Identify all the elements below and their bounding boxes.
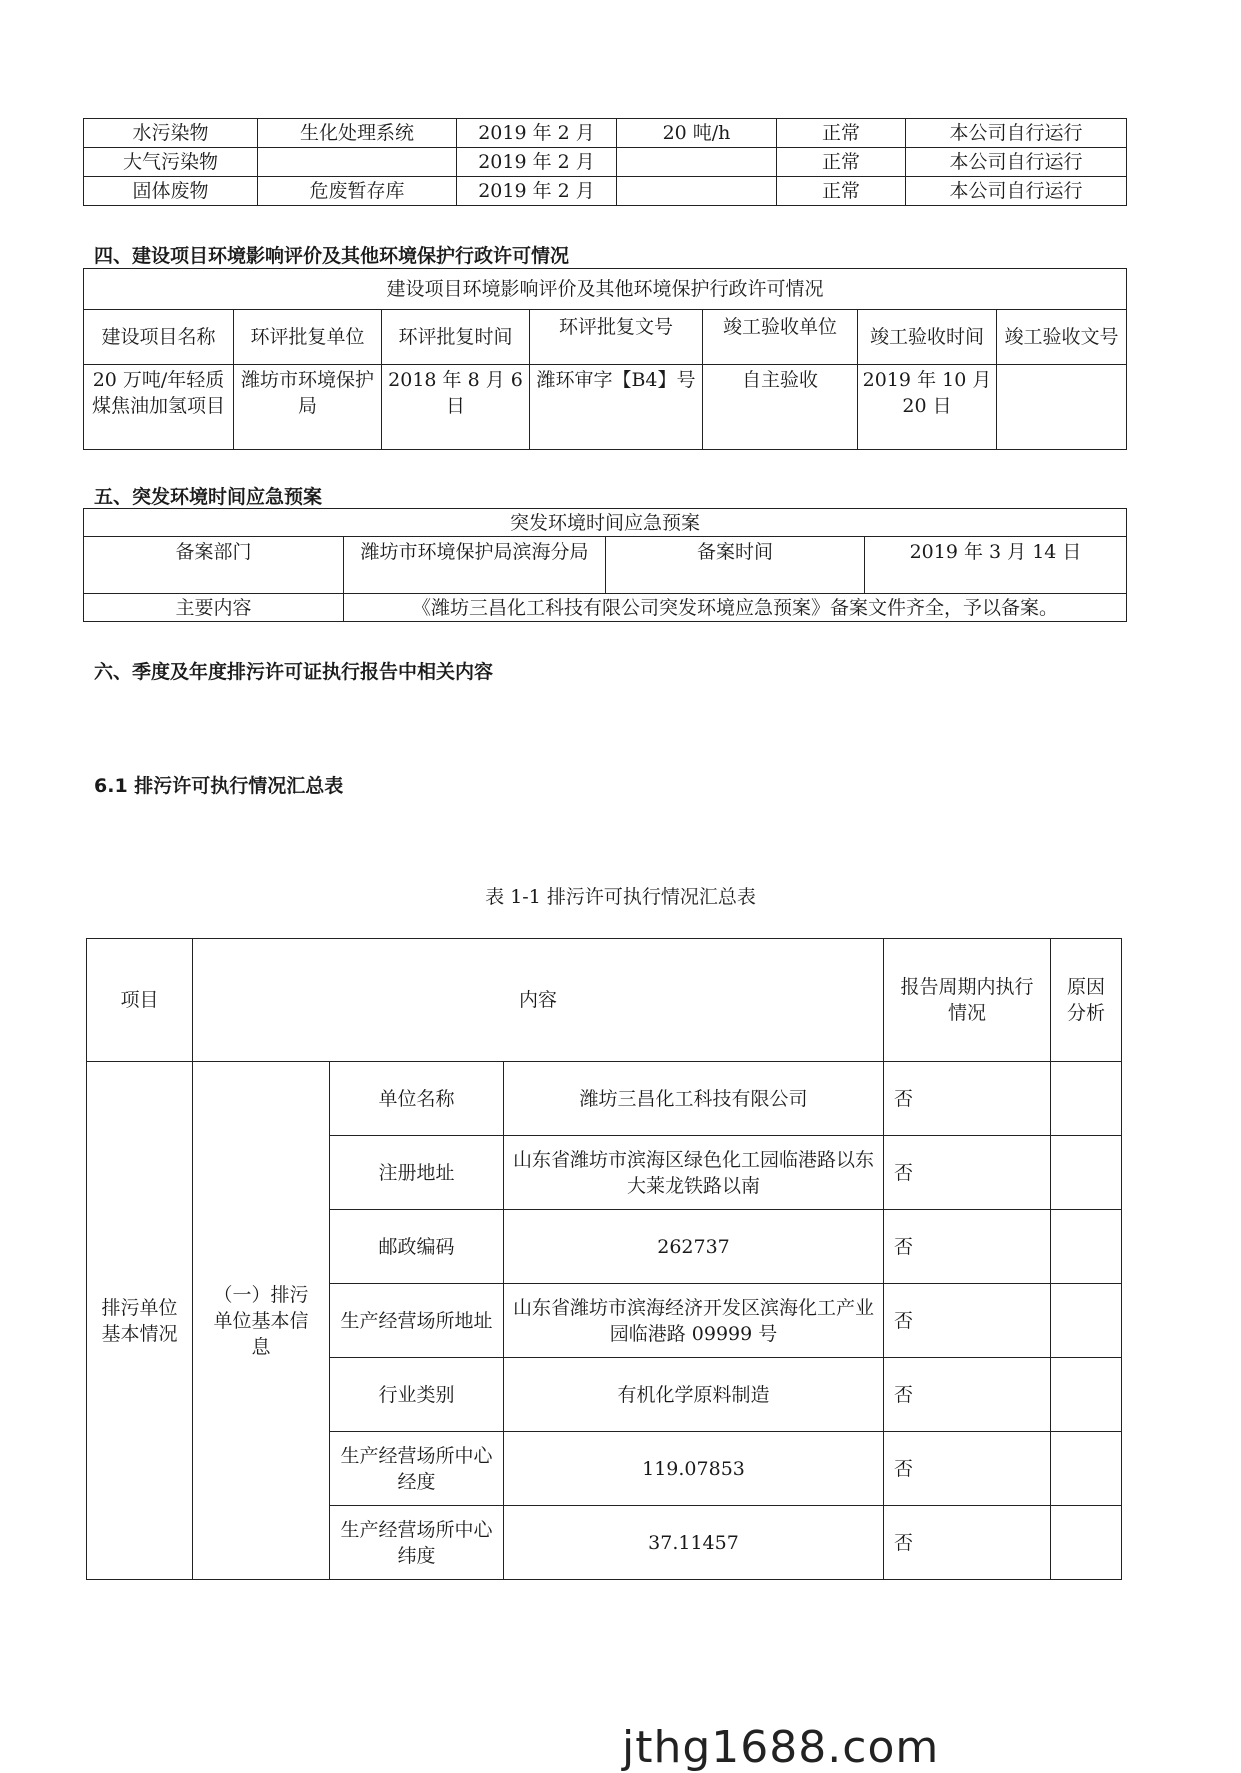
column-header: 环评批复时间 bbox=[382, 310, 530, 365]
reason-cell bbox=[1051, 1432, 1122, 1506]
status-value: 否 bbox=[884, 1136, 1051, 1210]
table-cell: 潍环审字【B4】号 bbox=[530, 365, 703, 450]
reason-cell bbox=[1051, 1210, 1122, 1284]
table-cell: 2019 年 10 月 20 日 bbox=[858, 365, 997, 450]
table-cell: 危废暂存库 bbox=[258, 177, 457, 206]
header-status: 报告周期内执行情况 bbox=[884, 939, 1051, 1062]
status-value: 否 bbox=[884, 1284, 1051, 1358]
column-header: 竣工验收文号 bbox=[997, 310, 1127, 365]
filing-dept-label: 备案部门 bbox=[84, 537, 344, 594]
table-cell bbox=[258, 148, 457, 177]
table-row bbox=[84, 594, 1127, 622]
table-row bbox=[87, 1062, 1122, 1136]
header-reason: 原因分析 bbox=[1051, 939, 1122, 1062]
column-header: 竣工验收单位 bbox=[703, 310, 858, 365]
table-cell bbox=[617, 177, 777, 206]
table-cell: 正常 bbox=[777, 177, 906, 206]
table-row bbox=[84, 177, 1127, 206]
pollution-facility-table bbox=[83, 118, 1127, 206]
column-header: 竣工验收时间 bbox=[858, 310, 997, 365]
field-value: 山东省潍坊市滨海经济开发区滨海化工产业园临港路 09999 号 bbox=[504, 1284, 884, 1358]
field-label: 邮政编码 bbox=[330, 1210, 504, 1284]
permit-summary-table bbox=[86, 938, 1122, 1580]
table-row bbox=[84, 537, 1127, 594]
table-cell: 正常 bbox=[777, 148, 906, 177]
field-label: 单位名称 bbox=[330, 1062, 504, 1136]
table-cell: 本公司自行运行 bbox=[906, 177, 1127, 206]
filing-time-value: 2019 年 3 月 14 日 bbox=[865, 537, 1127, 594]
table-cell: 2019 年 2 月 bbox=[457, 119, 617, 148]
field-label: 行业类别 bbox=[330, 1358, 504, 1432]
status-value: 否 bbox=[884, 1506, 1051, 1580]
table-cell: 生化处理系统 bbox=[258, 119, 457, 148]
section6-heading: 六、季度及年度排污许可证执行报告中相关内容 bbox=[94, 661, 494, 683]
reason-cell bbox=[1051, 1358, 1122, 1432]
table-row bbox=[84, 119, 1127, 148]
reason-cell bbox=[1051, 1506, 1122, 1580]
content-value: 《潍坊三昌化工科技有限公司突发环境应急预案》备案文件齐全，予以备案。 bbox=[344, 594, 1127, 622]
field-value: 山东省潍坊市滨海区绿色化工园临港路以东大莱龙铁路以南 bbox=[504, 1136, 884, 1210]
field-value: 潍坊三昌化工科技有限公司 bbox=[504, 1062, 884, 1136]
column-header: 环评批复文号 bbox=[530, 310, 703, 365]
field-value: 有机化学原料制造 bbox=[504, 1358, 884, 1432]
table-row bbox=[84, 365, 1127, 450]
table-caption: 表 1-1 排污许可执行情况汇总表 bbox=[485, 886, 756, 908]
table-row bbox=[84, 148, 1127, 177]
table-cell: 大气污染物 bbox=[84, 148, 258, 177]
reason-cell bbox=[1051, 1136, 1122, 1210]
content-label: 主要内容 bbox=[84, 594, 344, 622]
section5-heading: 五、突发环境时间应急预案 bbox=[94, 486, 323, 508]
eia-permit-table bbox=[83, 268, 1127, 450]
section6-1-heading: 6.1 排污许可执行情况汇总表 bbox=[94, 775, 344, 797]
column-header: 环评批复单位 bbox=[234, 310, 382, 365]
status-value: 否 bbox=[884, 1210, 1051, 1284]
subgroup-label: （一）排污单位基本信息 bbox=[193, 1062, 330, 1580]
table-title: 突发环境时间应急预案 bbox=[84, 509, 1127, 537]
header-content: 内容 bbox=[193, 939, 884, 1062]
table-cell: 正常 bbox=[777, 119, 906, 148]
filing-time-label: 备案时间 bbox=[606, 537, 865, 594]
table-cell: 本公司自行运行 bbox=[906, 148, 1127, 177]
emergency-plan-table bbox=[83, 508, 1127, 622]
field-label: 生产经营场所中心纬度 bbox=[330, 1506, 504, 1580]
status-value: 否 bbox=[884, 1358, 1051, 1432]
column-header: 建设项目名称 bbox=[84, 310, 234, 365]
table-header-row bbox=[87, 939, 1122, 1062]
table-cell: 固体废物 bbox=[84, 177, 258, 206]
table-cell: 20 万吨/年轻质煤焦油加氢项目 bbox=[84, 365, 234, 450]
filing-dept-value: 潍坊市环境保护局滨海分局 bbox=[344, 537, 606, 594]
field-label: 生产经营场所地址 bbox=[330, 1284, 504, 1358]
field-value: 37.11457 bbox=[504, 1506, 884, 1580]
table-cell: 潍坊市环境保护局 bbox=[234, 365, 382, 450]
field-value: 262737 bbox=[504, 1210, 884, 1284]
field-label: 生产经营场所中心经度 bbox=[330, 1432, 504, 1506]
group-label: 排污单位基本情况 bbox=[87, 1062, 193, 1580]
table-cell: 20 吨/h bbox=[617, 119, 777, 148]
reason-cell bbox=[1051, 1062, 1122, 1136]
section4-heading: 四、建设项目环境影响评价及其他环境保护行政许可情况 bbox=[94, 245, 570, 267]
table-cell: 2019 年 2 月 bbox=[457, 148, 617, 177]
table-cell bbox=[617, 148, 777, 177]
table-title: 建设项目环境影响评价及其他环境保护行政许可情况 bbox=[84, 269, 1127, 310]
status-value: 否 bbox=[884, 1062, 1051, 1136]
table-cell: 2018 年 8 月 6 日 bbox=[382, 365, 530, 450]
table-cell: 水污染物 bbox=[84, 119, 258, 148]
table-cell bbox=[997, 365, 1127, 450]
field-value: 119.07853 bbox=[504, 1432, 884, 1506]
reason-cell bbox=[1051, 1284, 1122, 1358]
header-item: 项目 bbox=[87, 939, 193, 1062]
table-cell: 2019 年 2 月 bbox=[457, 177, 617, 206]
table-cell: 自主验收 bbox=[703, 365, 858, 450]
watermark-text: jthg1688.com bbox=[622, 1722, 940, 1773]
status-value: 否 bbox=[884, 1432, 1051, 1506]
table-cell: 本公司自行运行 bbox=[906, 119, 1127, 148]
field-label: 注册地址 bbox=[330, 1136, 504, 1210]
table-header-row bbox=[84, 310, 1127, 365]
